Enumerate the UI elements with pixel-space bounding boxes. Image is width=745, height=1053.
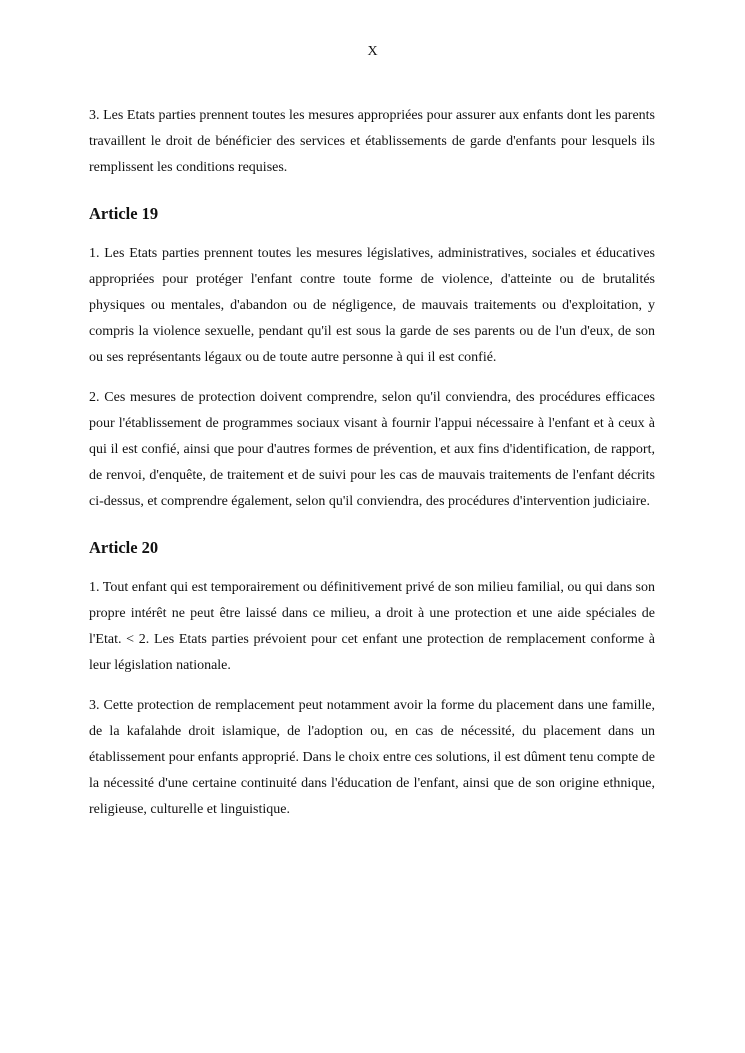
paragraph-article20-1: 1. Tout enfant qui est temporairement ou définitivement privé de son milieu familial, ou qui dans son propre intérêt ne peut être laissé dans ce milieu, a droit à une protection et une aide spéciales de l'Etat. < 2. Les Etats parties prévoient pour cet enfant une protection de remplacement conforme à leur législation nationale. xyxy=(89,580,655,673)
paragraph-article19-2: 2. Ces mesures de protection doivent comprendre, selon qu'il conviendra, des procédures efficaces pour l'établissement de programmes sociaux visant à fournir l'appui nécessaire à l'enfant et à ceux à qui il est confié, ainsi que pour d'autres formes de prévention, et aux fins d'identification, de rapport, de renvoi, d'enquête, de traitement et de suivi pour les cas de mauvais traitements de l'enfant décrits ci-dessus, et comprendre également, selon qu'il conviendra, des procédures d'intervention judiciaire. xyxy=(89,390,655,509)
heading-article-20: Article 20 xyxy=(89,538,159,557)
heading-article-19: Article 19 xyxy=(89,204,159,223)
paragraph-article18-3: 3. Les Etats parties prennent toutes les mesures appropriées pour assurer aux enfants dont les parents travaillent le droit de bénéficier des services et établissements de garde d'enfants pour lesquels ils remplissent les conditions requises. xyxy=(89,108,655,175)
paragraph-article20-3: 3. Cette protection de remplacement peut notamment avoir la forme du placement dans une famille, de la kafalahde droit islamique, de l'adoption ou, en cas de nécessité, du placement dans un établissement pour enfants approprié. Dans le choix entre ces solutions, il est dûment tenu compte de la nécessité d'une certaine continuité dans l'éducation de l'enfant, ainsi que de son origine ethnique, religieuse, culturelle et linguistique. xyxy=(89,698,655,817)
paragraph-article19-1: 1. Les Etats parties prennent toutes les mesures législatives, administratives, sociales et éducatives appropriées pour protéger l'enfant contre toute forme de violence, d'atteinte ou de brutalités physiques ou mentales, d'abandon ou de négligence, de mauvais traitements ou d'exploitation, y compris la violence sexuelle, pendant qu'il est sous la garde de ses parents ou de l'un d'eux, de son ou ses représentants légaux ou de toute autre personne à qui il est confié. xyxy=(89,246,655,365)
document-body xyxy=(89,103,655,837)
page-number: X xyxy=(367,44,378,59)
